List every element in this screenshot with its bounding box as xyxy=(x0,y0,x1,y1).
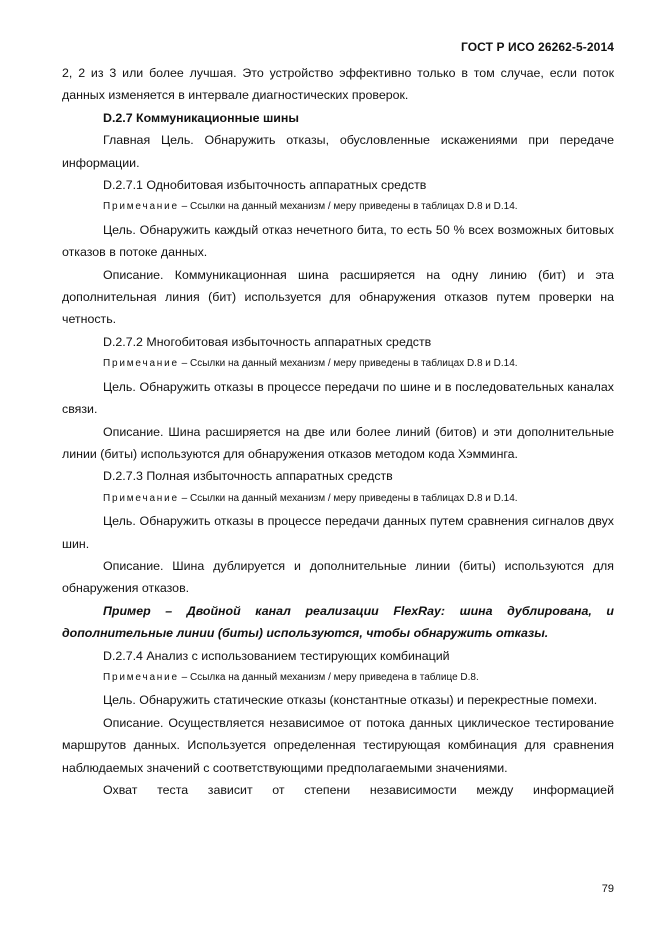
note-text: Ссылки на данный механизм / меру приведены в таблицах D.8 и D.14. xyxy=(190,358,518,370)
body-paragraph: Цель. Обнаружить статические отказы (константные отказы) и перекрестные помехи. xyxy=(103,693,598,708)
example-paragraph: Пример – Двойной канал реализации FlexRay: шина дублирована, и дополнительные линии (биты) используются, чтобы обнаружить отказы. xyxy=(62,603,614,641)
body-paragraph: Цель. Обнаружить отказы в процессе передачи данных путем сравнения сигналов двух шин. xyxy=(62,514,614,551)
body-paragraph: Главная Цель. Обнаружить отказы, обусловленные искажениями при передаче информации. xyxy=(62,133,614,170)
page-number: 79 xyxy=(601,883,614,895)
section-heading: D.2.7 Коммуникационные шины xyxy=(103,110,299,125)
note xyxy=(62,667,614,689)
note xyxy=(62,196,614,218)
note-label: Примечание xyxy=(103,358,179,370)
page-body xyxy=(62,62,614,801)
note-dash: – xyxy=(181,201,188,213)
note xyxy=(62,353,614,375)
note-label: Примечание xyxy=(103,492,179,504)
subsection-heading: D.2.7.1 Однобитовая избыточность аппаратных средств xyxy=(103,178,427,193)
body-paragraph: 2, 2 из 3 или более лучшая. Это устройство эффективно только в том случае, если поток данных изменяется в интервале диагностических проверок. xyxy=(62,66,614,103)
note xyxy=(62,488,614,510)
note-label: Примечание xyxy=(103,671,179,683)
document-header: ГОСТ Р ИСО 26262-5-2014 xyxy=(460,40,614,54)
body-paragraph: Описание. Шина дублируется и дополнительные линии (биты) используются для обнаружения отказов. xyxy=(62,558,614,596)
subsection-heading: D.2.7.3 Полная избыточность аппаратных средств xyxy=(103,469,393,484)
note-text: Ссылка на данный механизм / меру приведена в таблице D.8. xyxy=(190,671,479,683)
body-paragraph: Описание. Шина расширяется на две или более линий (битов) и эти дополнительные линии (биты) используются для обнаружения отказов методом кода Хэмминга. xyxy=(62,424,614,461)
body-paragraph: Цель. Обнаружить каждый отказ нечетного бита, то есть 50 % всех возможных битовых отказов в потоке данных. xyxy=(62,222,614,260)
subsection-heading: D.2.7.2 Многобитовая избыточность аппаратных средств xyxy=(103,334,432,349)
body-paragraph: Описание. Осуществляется независимое от потока данных циклическое тестирование маршрутов данных. Используется определенная тестирующая комбинация для сравнения наблюдаемых значений с соответствующими предполагаемыми значениями. xyxy=(62,715,614,775)
note-text: Ссылки на данный механизм / меру приведены в таблицах D.8 и D.14. xyxy=(190,492,518,504)
note-label: Примечание xyxy=(103,201,179,213)
note-dash: – xyxy=(181,671,188,683)
body-paragraph: Цель. Обнаружить отказы в процессе передачи по шине и в последовательных каналах связи. xyxy=(62,379,614,417)
subsection-heading: D.2.7.4 Анализ с использованием тестирующих комбинаций xyxy=(103,648,450,663)
note-text: Ссылки на данный механизм / меру приведены в таблицах D.8 и D.14. xyxy=(190,201,518,213)
body-paragraph: Описание. Коммуникационная шина расширяется на одну линию (бит) и эта дополнительная линия (бит) используется для обнаружения отказов путем проверки на четность. xyxy=(62,267,614,327)
note-dash: – xyxy=(181,358,188,370)
body-paragraph: Охват теста зависит от степени независимости между информацией xyxy=(103,783,614,797)
note-dash: – xyxy=(181,492,188,504)
